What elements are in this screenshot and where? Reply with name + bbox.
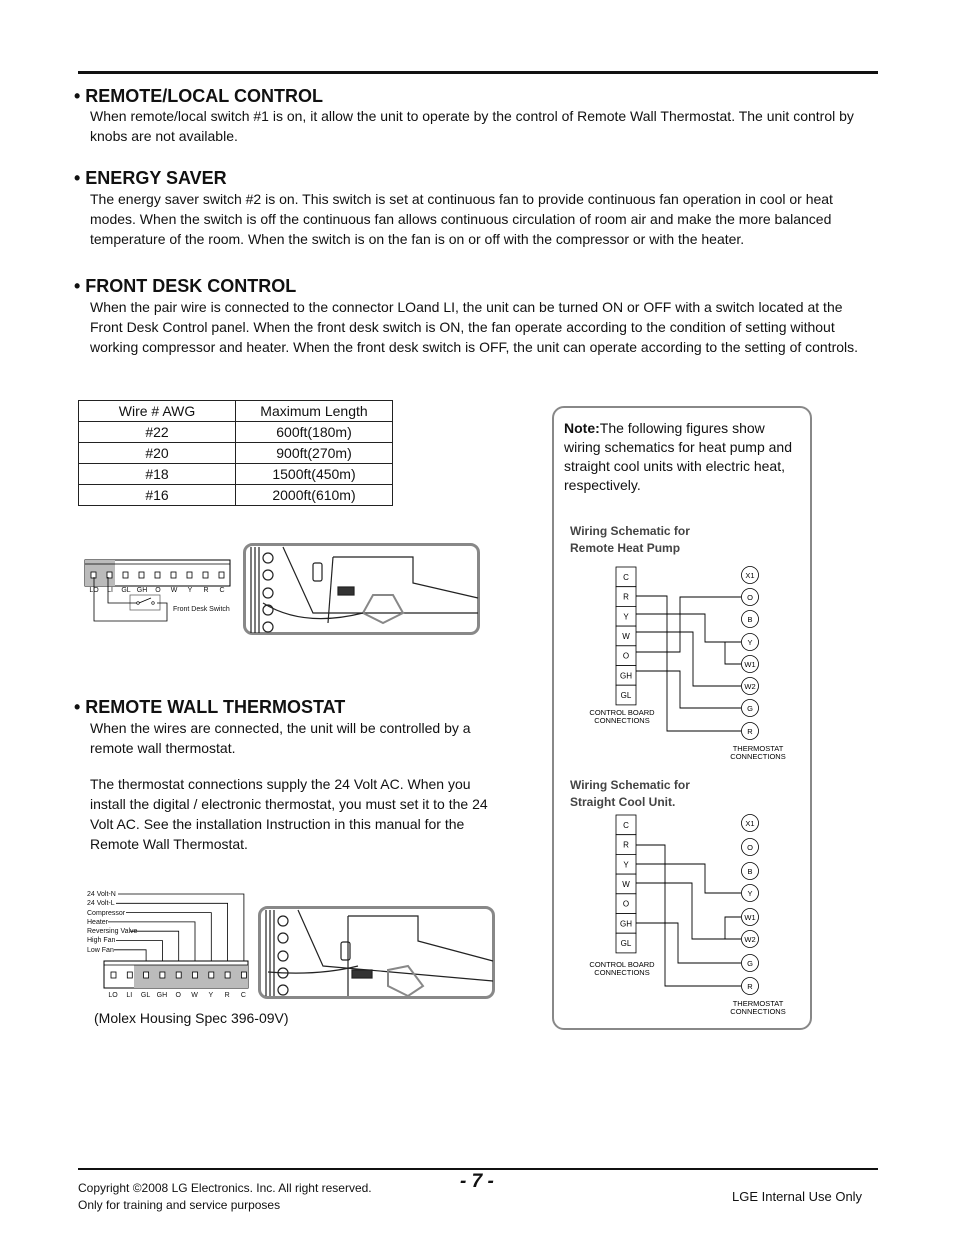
svg-text:C: C [623, 572, 629, 582]
svg-text:CONTROL BOARD: CONTROL BOARD [589, 960, 655, 969]
pin-label: R [224, 992, 230, 999]
table-cell: #16 [79, 485, 236, 506]
svg-text:CONNECTIONS: CONNECTIONS [730, 1007, 786, 1016]
svg-text:B: B [747, 867, 753, 876]
svg-text:GL: GL [620, 691, 632, 701]
svg-text:W2: W2 [744, 682, 756, 691]
svg-text:CONNECTIONS: CONNECTIONS [594, 968, 650, 977]
pin-label: W [191, 992, 198, 999]
pin-label: LI [126, 992, 133, 999]
table-header: Maximum Length [236, 401, 393, 422]
schematic [589, 815, 785, 1017]
wire [636, 864, 741, 893]
pin-label: Y [208, 992, 214, 999]
internal-use-label: LGE Internal Use Only [732, 1189, 863, 1204]
svg-text:R: R [747, 727, 753, 736]
pin-label: GH [156, 992, 168, 999]
heading-remote-local: • REMOTE/LOCAL CONTROL [74, 86, 323, 106]
paragraph-remote-local: When remote/local switch #1 is on, it allow the unit to operate by the control of Remote Wall Thermostat. The unit control by knobs are not available. [90, 108, 854, 144]
svg-text:W1: W1 [744, 660, 756, 669]
svg-text:THERMOSTAT: THERMOSTAT [732, 744, 784, 753]
svg-text:GH: GH [620, 671, 632, 681]
wire-label: 24 Volt-L [87, 900, 115, 908]
svg-text:GH: GH [620, 919, 632, 929]
pin-label: LO [108, 992, 118, 999]
pin-label: GH [136, 587, 148, 594]
svg-text:CONTROL BOARD: CONTROL BOARD [589, 708, 655, 717]
pin-label: LO [89, 587, 99, 594]
svg-text:G: G [747, 959, 753, 968]
pin-label: LI [107, 587, 113, 594]
wire [636, 614, 741, 642]
front-desk-switch-label: Front Desk Switch [173, 606, 230, 613]
svg-text:CONNECTIONS: CONNECTIONS [594, 716, 650, 725]
svg-text:X1: X1 [745, 571, 755, 580]
pin-label: C [219, 587, 225, 594]
svg-text:O: O [747, 593, 753, 602]
copyright: Copyright ©2008 LG Electronics. Inc. All right reserved. Only for training and service purposes [78, 1181, 372, 1212]
pin-label: R [203, 587, 209, 594]
paragraph-energy-saver: The energy saver switch #2 is on. This switch is set at continuous fan to provide continuous fan operation in cool or heat modes. When the switch is off the continuous fan allows continuous circulation of room air and make the more balanced temperature of the room. When the switch is on the fan is on or off with the compressor or with the heater. [90, 191, 833, 247]
note-label: Note: [564, 420, 600, 436]
table-cell: #20 [79, 443, 236, 464]
svg-text:R: R [747, 982, 753, 991]
svg-text:CONNECTIONS: CONNECTIONS [730, 752, 786, 761]
svg-text:GL: GL [620, 939, 632, 949]
svg-text:O: O [622, 899, 630, 909]
svg-text:G: G [747, 704, 753, 713]
svg-text:R: R [623, 840, 629, 850]
heading-remote-wall-thermostat: • REMOTE WALL THERMOSTAT [74, 697, 346, 717]
schematic [589, 567, 785, 762]
wire [725, 642, 741, 664]
table-cell: 900ft(270m) [236, 443, 393, 464]
table-cell: 1500ft(450m) [236, 464, 393, 485]
svg-text:W1: W1 [744, 913, 756, 922]
wire [725, 917, 741, 939]
bottom-rule [78, 1168, 878, 1170]
svg-text:Y: Y [623, 860, 629, 870]
wire-label: 24 Volt-N [87, 891, 116, 898]
svg-text:W: W [622, 631, 630, 641]
paragraph-thermostat-1: When the wires are connected, the unit will be controlled by a remote wall thermostat. [90, 720, 471, 756]
wire-label: High Fan [87, 937, 116, 945]
heading-energy-saver: • ENERGY SAVER [74, 168, 227, 188]
table-cell: 600ft(180m) [236, 422, 393, 443]
paragraph-front-desk: When the pair wire is connected to the connector LOand LI, the unit can be turned ON or OFF with a switch located at the Front Desk Control panel. When the front desk switch is ON, the fan operate according to the condition of setting without working compressor and heater. When the front desk switch is OFF, the unit can operate according to the setting of controls. [90, 299, 859, 355]
svg-text:THERMOSTAT: THERMOSTAT [732, 999, 784, 1008]
pin-label: O [175, 992, 181, 999]
svg-text:Y: Y [747, 889, 753, 898]
svg-text:W2: W2 [744, 935, 756, 944]
wire-label: Heater [87, 918, 109, 926]
note-body: The following figures show wiring schematics for heat pump and straight cool units with electric heat, respectively. [564, 420, 792, 493]
svg-text:X1: X1 [745, 819, 755, 828]
pin-label: C [240, 992, 246, 999]
table-cell: #22 [79, 422, 236, 443]
table-cell: 2000ft(610m) [236, 485, 393, 506]
pin-label: Y [187, 587, 193, 594]
molex-caption: (Molex Housing Spec 396-09V) [94, 1010, 289, 1026]
svg-text:C: C [623, 820, 629, 830]
wire-label: Compressor [87, 909, 126, 917]
svg-text:O: O [622, 651, 630, 661]
svg-text:Y: Y [623, 612, 629, 622]
straight-cool-schematic-title: Wiring Schematic for Straight Cool Unit. [570, 778, 690, 809]
wire-label: Low Fan [87, 946, 114, 954]
table-cell: #18 [79, 464, 236, 485]
pin-label: GL [140, 992, 151, 999]
table-header: Wire # AWG [79, 401, 236, 422]
svg-text:W: W [622, 879, 630, 889]
pin-label: O [155, 587, 161, 594]
svg-text:O: O [747, 843, 753, 852]
svg-text:Y: Y [747, 638, 753, 647]
svg-text:R: R [623, 592, 629, 602]
heading-front-desk: • FRONT DESK CONTROL [74, 276, 297, 296]
wire [636, 671, 741, 708]
pin-label: GL [121, 587, 131, 594]
svg-text:B: B [747, 615, 753, 624]
pin-label: W [170, 587, 178, 594]
heat-pump-schematic-title: Wiring Schematic for Remote Heat Pump [570, 524, 690, 555]
wire-label: Reversing Valve [87, 928, 138, 936]
paragraph-thermostat-2: The thermostat connections supply the 24 Volt AC. When you install the digital / electronic thermostat, you must set it to the 24 Volt AC. See the installation Instruction in this manual for the Remote Wall Thermostat. [90, 776, 488, 852]
page-number: - 7 - [460, 1171, 494, 1192]
